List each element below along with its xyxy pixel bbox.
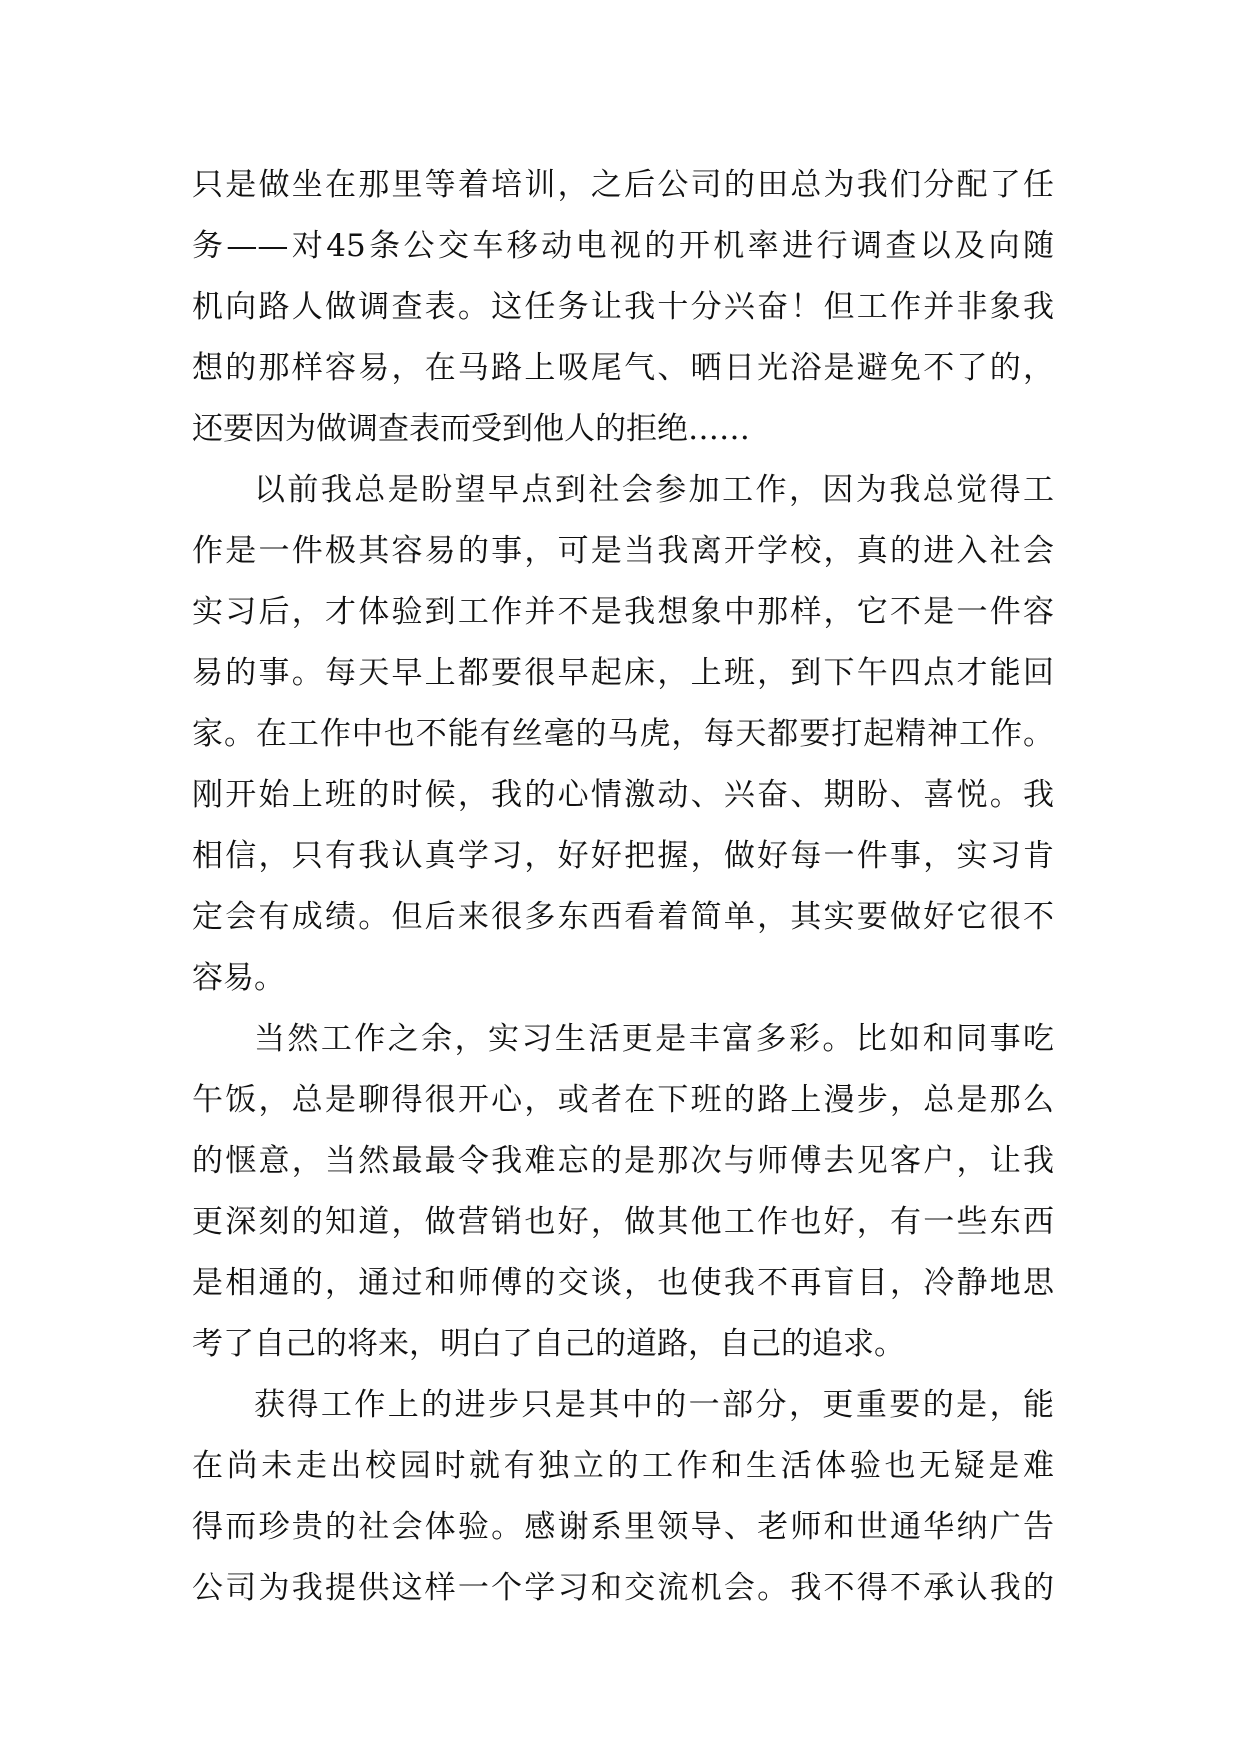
text-line: 实习后，才体验到工作并不是我想象中那样，它不是一件容 [192, 594, 1054, 630]
text-line: 刚开始上班的时候，我的心情激动、兴奋、期盼、喜悦。我 [192, 777, 1054, 813]
text-line: 务——对45条公交车移动电视的开机率进行调查以及向随 [192, 228, 1054, 264]
text-line: 定会有成绩。但后来很多东西看着简单，其实要做好它很不 [192, 899, 1054, 935]
text-line: 在尚未走出校园时就有独立的工作和生活体验也无疑是难 [192, 1448, 1054, 1484]
text-line: 还要因为做调查表而受到他人的拒绝…… [192, 411, 750, 447]
text-line: 以前我总是盼望早点到社会参加工作，因为我总觉得工 [254, 472, 1054, 508]
text-line: 相信，只有我认真学习，好好把握，做好每一件事，实习肯 [192, 838, 1054, 874]
text-line: 只是做坐在那里等着培训，之后公司的田总为我们分配了任 [192, 167, 1054, 203]
text-line: 得而珍贵的社会体验。感谢系里领导、老师和世通华纳广告 [192, 1509, 1054, 1545]
text-line: 获得工作上的进步只是其中的一部分，更重要的是，能 [254, 1387, 1054, 1423]
text-line: 易的事。每天早上都要很早起床，上班，到下午四点才能回 [192, 655, 1054, 691]
text-line: 容易。 [192, 960, 285, 996]
text-line: 更深刻的知道，做营销也好，做其他工作也好，有一些东西 [192, 1204, 1054, 1240]
text-line: 机向路人做调查表。这任务让我十分兴奋！但工作并非象我 [192, 289, 1054, 325]
body-text [192, 155, 1054, 1619]
text-line: 的惬意，当然最最令我难忘的是那次与师傅去见客户，让我 [192, 1143, 1054, 1179]
text-line: 作是一件极其容易的事，可是当我离开学校，真的进入社会 [192, 533, 1054, 569]
text-line: 考了自己的将来，明白了自己的道路，自己的追求。 [192, 1326, 905, 1362]
text-line: 午饭，总是聊得很开心，或者在下班的路上漫步，总是那么 [192, 1082, 1054, 1118]
text-line: 是相通的，通过和师傅的交谈，也使我不再盲目，冷静地思 [192, 1265, 1054, 1301]
text-line: 家。在工作中也不能有丝毫的马虎，每天都要打起精神工作。 [192, 716, 1054, 752]
text-line: 想的那样容易，在马路上吸尾气、晒日光浴是避免不了的， [192, 350, 1054, 386]
text-line: 当然工作之余，实习生活更是丰富多彩。比如和同事吃 [254, 1021, 1054, 1057]
text-line: 公司为我提供这样一个学习和交流机会。我不得不承认我的 [192, 1570, 1054, 1606]
